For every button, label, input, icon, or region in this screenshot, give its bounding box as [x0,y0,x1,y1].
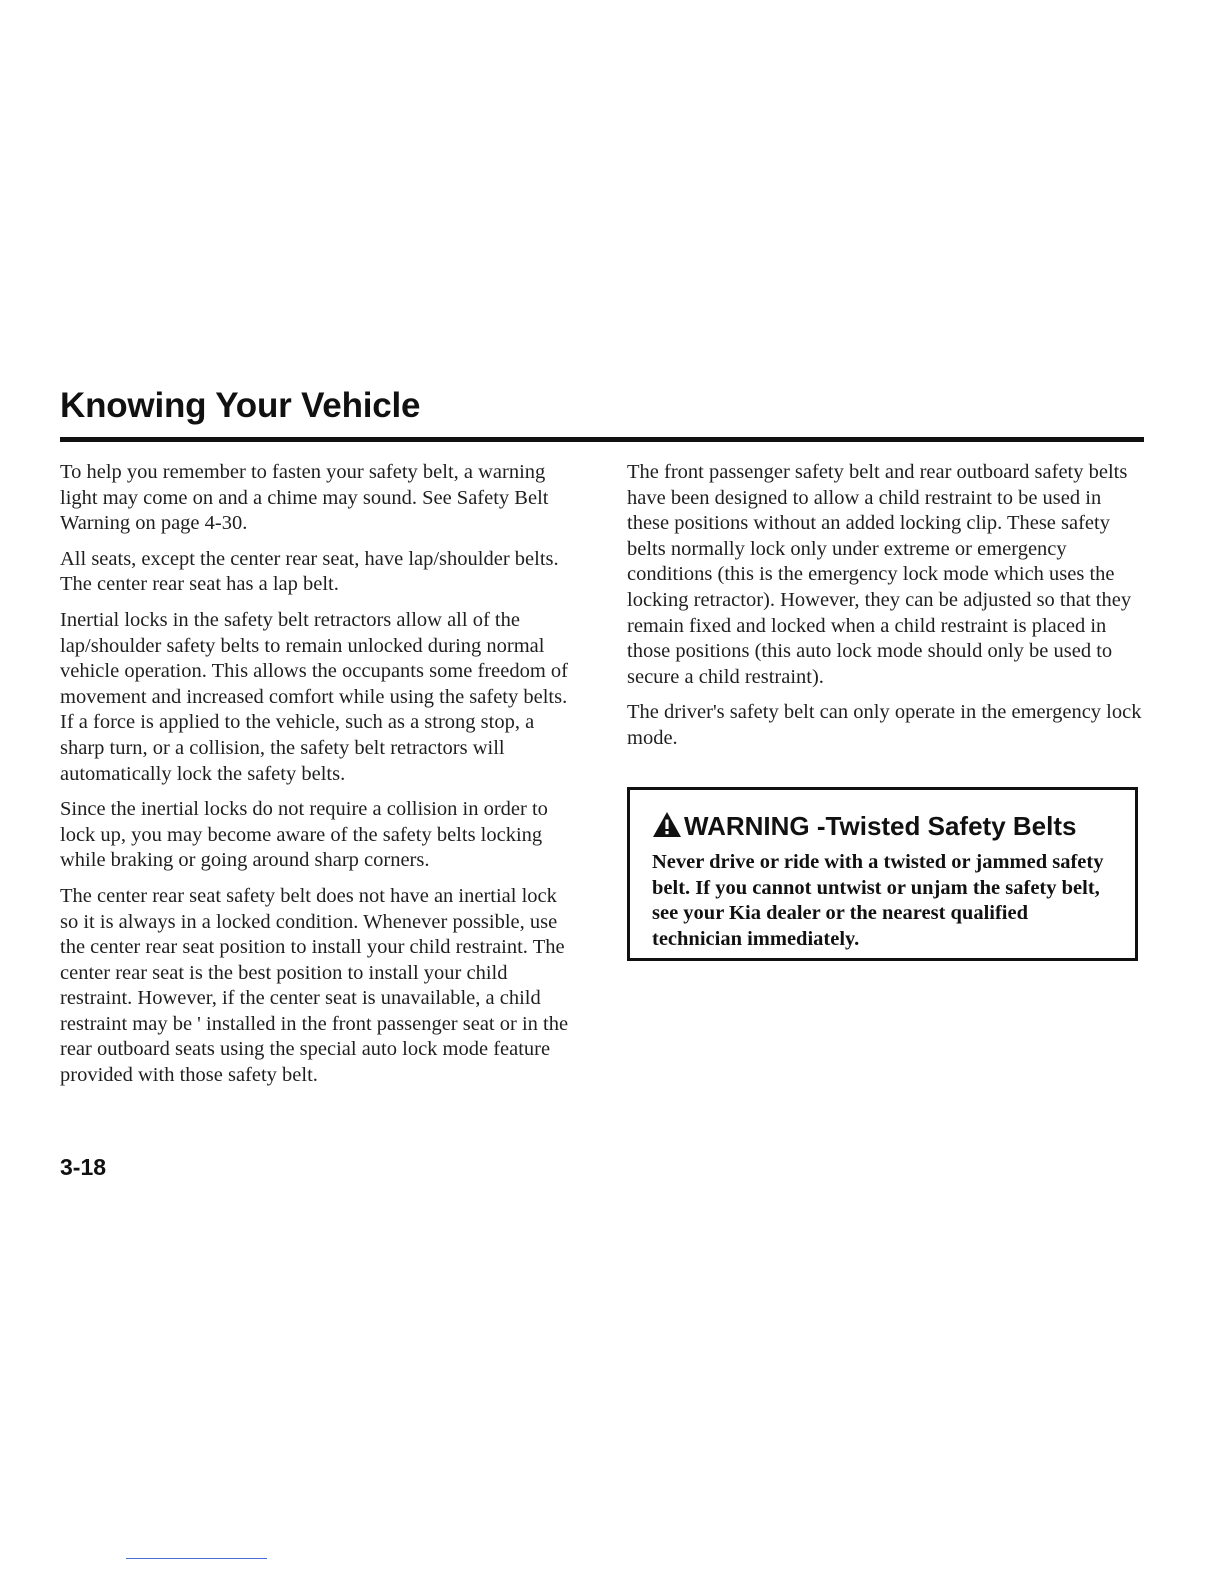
left-column [60,460,580,1099]
paragraph-driver-belt: The driver's safety belt can only operate in the emergency lock mode. [627,701,1142,749]
paragraph-inertial-locks: Inertial locks in the safety belt retractors allow all of the lap/shoulder safety belts to remain unlocked during normal vehicle operation. This allows the occupants some freedom of movement and increased comfort while using the safety belts. If a force is applied to the vehicle, such as a strong stop, a sharp turn, or a collision, the safety belt retractors will automatically lock the safety belts. [60,608,568,785]
right-column [627,460,1147,762]
page-number: 3-18 [60,1154,107,1180]
paragraph-child-restraint-belts: The front passenger safety belt and rear outboard safety belts have been designed to allow a child restraint to be used in these positions without an added locking clip. These safety belts normally lock only under extreme or emergency conditions (this is the emergency lock mode which uses the locking retractor). However, they can be adjusted so that they remain fixed and locked when a child restraint is placed in those positions (this auto lock mode should only be used to secure a child restraint). [627,461,1132,688]
footer-link-underline [126,1558,267,1559]
title-rule [60,437,1144,442]
paragraph-belt-reminder: To help you remember to fasten your safety belt, a warning light may come on and a chime may sound. See Safety Belt Warning on page 4-30. [60,461,549,535]
paragraph-seat-belt-types: All seats, except the center rear seat, have lap/shoulder belts. The center rear seat has a lap belt. [60,547,559,596]
warning-body: Never drive or ride with a twisted or jammed safety belt. If you cannot untwist or unjam the safety belt, see your Kia dealer or the nearest qualified technician immediately. [652,851,1104,950]
paragraph-locking-awareness: Since the inertial locks do not require a collision in order to lock up, you may become aware of the safety belts locking while braking or going around sharp corners. [60,798,548,872]
section-title: Knowing Your Vehicle [60,386,421,425]
warning-triangle-icon [652,811,682,838]
paragraph-center-rear-seat: The center rear seat safety belt does not have an inertial lock so it is always in a locked condition. Whenever possible, use the center rear seat position to install your child restraint. The center rear seat is the best position to install your child restraint. However, if the center seat is unavailable, a child restraint may be ' installed in the front passenger seat or in the rear outboard seats using the special auto lock mode feature provided with those safety belt. [60,884,569,1087]
warning-box [627,787,1138,961]
warning-heading [652,810,1113,842]
warning-heading-text: WARNING -Twisted Safety Belts [684,811,1077,841]
